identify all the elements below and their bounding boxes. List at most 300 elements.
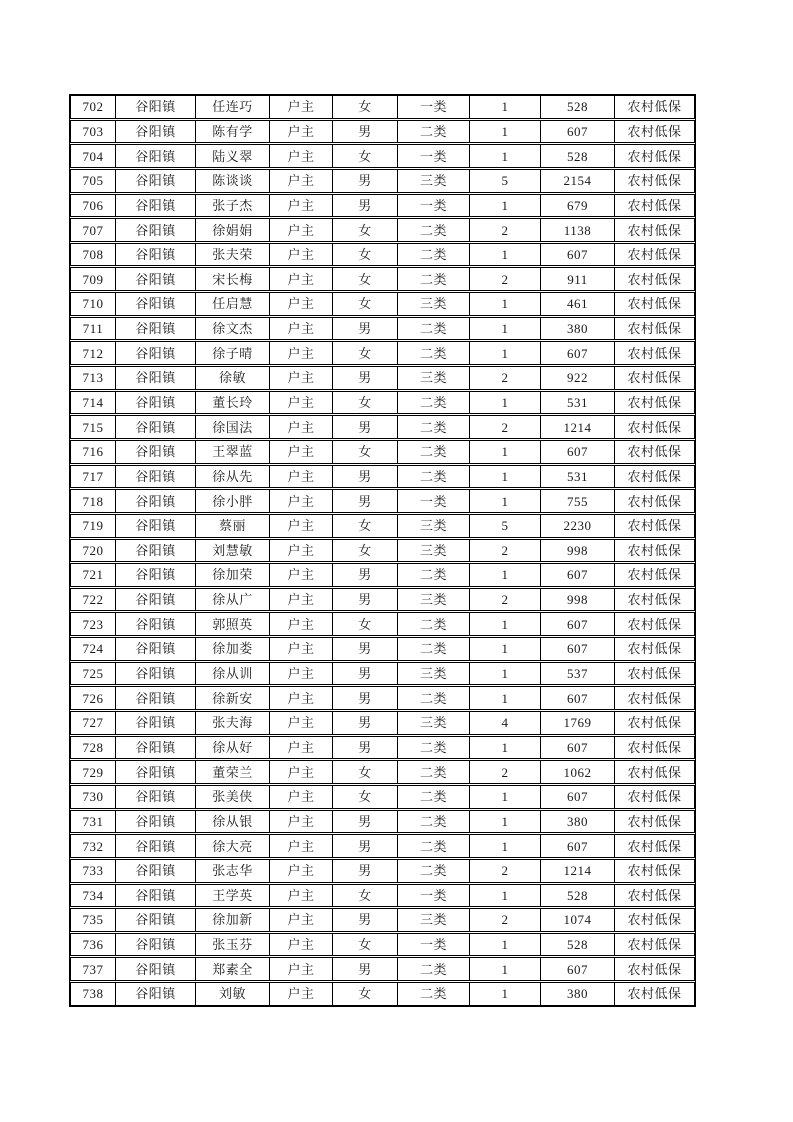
table-row [70, 612, 695, 636]
cell-seq-number: 726 [71, 687, 116, 709]
cell-amount: 528 [541, 885, 615, 907]
table-row [70, 292, 695, 316]
cell-name: 董荣兰 [196, 761, 270, 783]
cell-aid-type: 农村低保 [627, 321, 682, 337]
cell-amount: 528 [541, 934, 615, 956]
cell-name: 张子杰 [196, 195, 270, 217]
cell-seq-number: 720 [71, 540, 116, 562]
cell-name: 任连巧 [196, 96, 270, 118]
cell-person-count: 1 [470, 145, 541, 167]
cell-amount: 1062 [541, 761, 615, 783]
cell-aid-type: 农村低保 [627, 616, 682, 632]
cell-name: 张志华 [196, 860, 270, 882]
cell-category: 二类 [398, 958, 470, 980]
cell-amount: 1138 [541, 219, 615, 241]
cell-town: 谷阳镇 [116, 342, 196, 364]
cell-gender: 男 [333, 170, 398, 192]
cell-seq-number: 736 [71, 934, 116, 956]
cell-seq-number: 711 [71, 318, 116, 340]
cell-gender: 女 [333, 392, 398, 414]
table-row [70, 736, 695, 760]
cell-category: 三类 [398, 909, 470, 931]
cell-person-count: 1 [470, 564, 541, 586]
table-row [70, 637, 695, 661]
cell-aid-type: 农村低保 [627, 789, 682, 805]
cell-category: 二类 [398, 737, 470, 759]
cell-amount: 922 [541, 367, 615, 389]
cell-gender: 男 [333, 663, 398, 685]
cell-town: 谷阳镇 [116, 121, 196, 143]
cell-town: 谷阳镇 [116, 761, 196, 783]
cell-gender: 女 [333, 145, 398, 167]
cell-town: 谷阳镇 [116, 663, 196, 685]
cell-person-count: 2 [470, 909, 541, 931]
cell-aid-type: 农村低保 [627, 370, 682, 386]
cell-gender: 男 [333, 564, 398, 586]
cell-gender: 男 [333, 958, 398, 980]
cell-aid-type: 农村低保 [627, 863, 682, 879]
cell-aid-type: 农村低保 [627, 912, 682, 928]
cell-relation-to-head: 户主 [270, 145, 333, 167]
cell-category: 三类 [398, 663, 470, 685]
cell-gender: 男 [333, 909, 398, 931]
cell-person-count: 5 [470, 170, 541, 192]
cell-gender: 女 [333, 244, 398, 266]
cell-gender: 男 [333, 589, 398, 611]
cell-person-count: 1 [470, 342, 541, 364]
cell-amount: 755 [541, 490, 615, 512]
cell-relation-to-head: 户主 [270, 490, 333, 512]
table-row [70, 785, 695, 809]
cell-relation-to-head: 户主 [270, 441, 333, 463]
cell-name: 徐大亮 [196, 835, 270, 857]
cell-aid-type: 农村低保 [627, 690, 682, 706]
cell-person-count: 2 [470, 416, 541, 438]
cell-amount: 2230 [541, 515, 615, 537]
cell-category: 二类 [398, 860, 470, 882]
cell-town: 谷阳镇 [116, 589, 196, 611]
cell-aid-type: 农村低保 [627, 641, 682, 657]
cell-amount: 1214 [541, 416, 615, 438]
cell-relation-to-head: 户主 [270, 737, 333, 759]
cell-relation-to-head: 户主 [270, 293, 333, 315]
cell-town: 谷阳镇 [116, 835, 196, 857]
cell-relation-to-head: 户主 [270, 860, 333, 882]
table-row [70, 884, 695, 908]
cell-amount: 461 [541, 293, 615, 315]
cell-amount: 380 [541, 811, 615, 833]
cell-amount: 607 [541, 786, 615, 808]
cell-relation-to-head: 户主 [270, 318, 333, 340]
cell-amount: 679 [541, 195, 615, 217]
cell-person-count: 4 [470, 712, 541, 734]
cell-seq-number: 724 [71, 638, 116, 660]
table-row [70, 120, 695, 144]
cell-name: 徐敏 [196, 367, 270, 389]
cell-amount: 528 [541, 96, 615, 118]
cell-relation-to-head: 户主 [270, 170, 333, 192]
cell-gender: 男 [333, 687, 398, 709]
cell-category: 一类 [398, 934, 470, 956]
cell-aid-type: 农村低保 [627, 197, 682, 213]
cell-aid-type: 农村低保 [627, 173, 682, 189]
cell-name: 徐加荣 [196, 564, 270, 586]
cell-gender: 女 [333, 613, 398, 635]
cell-person-count: 1 [470, 811, 541, 833]
cell-town: 谷阳镇 [116, 540, 196, 562]
cell-category: 二类 [398, 687, 470, 709]
cell-seq-number: 714 [71, 392, 116, 414]
cell-name: 徐子晴 [196, 342, 270, 364]
cell-person-count: 1 [470, 835, 541, 857]
cell-seq-number: 715 [71, 416, 116, 438]
cell-seq-number: 710 [71, 293, 116, 315]
cell-person-count: 1 [470, 638, 541, 660]
table-row [70, 933, 695, 957]
table-row [70, 218, 695, 242]
cell-person-count: 1 [470, 441, 541, 463]
cell-name: 徐文杰 [196, 318, 270, 340]
cell-aid-type: 农村低保 [627, 715, 682, 731]
cell-relation-to-head: 户主 [270, 761, 333, 783]
cell-gender: 男 [333, 490, 398, 512]
cell-category: 二类 [398, 342, 470, 364]
cell-relation-to-head: 户主 [270, 195, 333, 217]
cell-seq-number: 738 [71, 983, 116, 1005]
cell-town: 谷阳镇 [116, 219, 196, 241]
cell-town: 谷阳镇 [116, 367, 196, 389]
cell-person-count: 1 [470, 244, 541, 266]
cell-aid-type: 农村低保 [627, 813, 682, 829]
table-row [70, 711, 695, 735]
cell-relation-to-head: 户主 [270, 392, 333, 414]
cell-amount: 607 [541, 638, 615, 660]
table-row [70, 539, 695, 563]
cell-gender: 男 [333, 638, 398, 660]
cell-category: 三类 [398, 515, 470, 537]
cell-amount: 998 [541, 589, 615, 611]
cell-amount: 607 [541, 441, 615, 463]
table-row [70, 908, 695, 932]
cell-town: 谷阳镇 [116, 909, 196, 931]
cell-relation-to-head: 户主 [270, 268, 333, 290]
cell-name: 徐从先 [196, 466, 270, 488]
cell-seq-number: 706 [71, 195, 116, 217]
table-row [70, 317, 695, 341]
cell-amount: 607 [541, 835, 615, 857]
cell-person-count: 1 [470, 195, 541, 217]
cell-relation-to-head: 户主 [270, 367, 333, 389]
cell-person-count: 1 [470, 958, 541, 980]
cell-person-count: 2 [470, 589, 541, 611]
cell-town: 谷阳镇 [116, 958, 196, 980]
cell-name: 徐从银 [196, 811, 270, 833]
cell-person-count: 1 [470, 392, 541, 414]
cell-seq-number: 712 [71, 342, 116, 364]
cell-town: 谷阳镇 [116, 934, 196, 956]
cell-name: 张玉芬 [196, 934, 270, 956]
cell-person-count: 1 [470, 983, 541, 1005]
cell-person-count: 2 [470, 219, 541, 241]
cell-name: 陆义翠 [196, 145, 270, 167]
cell-person-count: 1 [470, 96, 541, 118]
cell-name: 徐从广 [196, 589, 270, 611]
cell-amount: 607 [541, 687, 615, 709]
table-row [70, 859, 695, 883]
cell-aid-type: 农村低保 [627, 961, 682, 977]
cell-seq-number: 719 [71, 515, 116, 537]
cell-seq-number: 709 [71, 268, 116, 290]
cell-gender: 男 [333, 811, 398, 833]
cell-gender: 女 [333, 515, 398, 537]
cell-name: 蔡丽 [196, 515, 270, 537]
cell-town: 谷阳镇 [116, 564, 196, 586]
cell-relation-to-head: 户主 [270, 885, 333, 907]
cell-aid-type: 农村低保 [627, 345, 682, 361]
cell-category: 一类 [398, 490, 470, 512]
cell-seq-number: 735 [71, 909, 116, 931]
table-row [70, 489, 695, 513]
cell-town: 谷阳镇 [116, 293, 196, 315]
cell-name: 徐国法 [196, 416, 270, 438]
cell-amount: 2154 [541, 170, 615, 192]
cell-aid-type: 农村低保 [627, 444, 682, 460]
cell-relation-to-head: 户主 [270, 589, 333, 611]
cell-gender: 女 [333, 293, 398, 315]
cell-name: 陈谈谈 [196, 170, 270, 192]
cell-person-count: 2 [470, 761, 541, 783]
cell-person-count: 2 [470, 540, 541, 562]
cell-category: 三类 [398, 367, 470, 389]
table-row [70, 95, 695, 119]
cell-seq-number: 734 [71, 885, 116, 907]
cell-town: 谷阳镇 [116, 737, 196, 759]
cell-seq-number: 716 [71, 441, 116, 463]
cell-seq-number: 708 [71, 244, 116, 266]
cell-amount: 380 [541, 983, 615, 1005]
cell-category: 二类 [398, 219, 470, 241]
table-row [70, 243, 695, 267]
cell-seq-number: 729 [71, 761, 116, 783]
cell-relation-to-head: 户主 [270, 244, 333, 266]
cell-seq-number: 727 [71, 712, 116, 734]
cell-relation-to-head: 户主 [270, 466, 333, 488]
cell-gender: 男 [333, 466, 398, 488]
cell-town: 谷阳镇 [116, 613, 196, 635]
cell-amount: 607 [541, 737, 615, 759]
cell-name: 郑素全 [196, 958, 270, 980]
table-row [70, 440, 695, 464]
cell-relation-to-head: 户主 [270, 564, 333, 586]
cell-relation-to-head: 户主 [270, 121, 333, 143]
cell-town: 谷阳镇 [116, 885, 196, 907]
cell-gender: 女 [333, 786, 398, 808]
cell-seq-number: 707 [71, 219, 116, 241]
cell-aid-type: 农村低保 [627, 542, 682, 558]
cell-seq-number: 717 [71, 466, 116, 488]
cell-category: 一类 [398, 96, 470, 118]
cell-name: 张夫海 [196, 712, 270, 734]
cell-category: 二类 [398, 416, 470, 438]
cell-relation-to-head: 户主 [270, 786, 333, 808]
cell-aid-type: 农村低保 [627, 296, 682, 312]
cell-aid-type: 农村低保 [627, 518, 682, 534]
table-row [70, 563, 695, 587]
cell-gender: 女 [333, 983, 398, 1005]
cell-category: 一类 [398, 885, 470, 907]
cell-category: 二类 [398, 244, 470, 266]
cell-category: 二类 [398, 466, 470, 488]
cell-category: 三类 [398, 712, 470, 734]
cell-amount: 1769 [541, 712, 615, 734]
cell-person-count: 1 [470, 121, 541, 143]
cell-gender: 男 [333, 737, 398, 759]
cell-category: 二类 [398, 835, 470, 857]
table-row [70, 686, 695, 710]
cell-gender: 男 [333, 712, 398, 734]
cell-seq-number: 703 [71, 121, 116, 143]
cell-aid-type: 农村低保 [627, 937, 682, 953]
cell-seq-number: 733 [71, 860, 116, 882]
cell-name: 王翠蓝 [196, 441, 270, 463]
cell-name: 徐加娄 [196, 638, 270, 660]
cell-aid-type: 农村低保 [627, 739, 682, 755]
cell-name: 徐小胖 [196, 490, 270, 512]
table-row [70, 144, 695, 168]
cell-person-count: 1 [470, 466, 541, 488]
cell-seq-number: 732 [71, 835, 116, 857]
cell-relation-to-head: 户主 [270, 515, 333, 537]
cell-town: 谷阳镇 [116, 416, 196, 438]
cell-person-count: 1 [470, 663, 541, 685]
cell-aid-type: 农村低保 [627, 468, 682, 484]
cell-town: 谷阳镇 [116, 466, 196, 488]
cell-town: 谷阳镇 [116, 441, 196, 463]
table-row [70, 810, 695, 834]
table-row [70, 366, 695, 390]
table-row [70, 341, 695, 365]
cell-relation-to-head: 户主 [270, 219, 333, 241]
cell-relation-to-head: 户主 [270, 687, 333, 709]
cell-aid-type: 农村低保 [627, 271, 682, 287]
cell-gender: 女 [333, 219, 398, 241]
cell-aid-type: 农村低保 [627, 148, 682, 164]
cell-aid-type: 农村低保 [627, 592, 682, 608]
table-row [70, 169, 695, 193]
cell-aid-type: 农村低保 [627, 838, 682, 854]
cell-town: 谷阳镇 [116, 392, 196, 414]
cell-relation-to-head: 户主 [270, 342, 333, 364]
cell-gender: 男 [333, 416, 398, 438]
cell-town: 谷阳镇 [116, 318, 196, 340]
cell-person-count: 2 [470, 268, 541, 290]
cell-amount: 607 [541, 958, 615, 980]
table-row [70, 267, 695, 291]
cell-aid-type: 农村低保 [627, 222, 682, 238]
cell-name: 张美侠 [196, 786, 270, 808]
cell-town: 谷阳镇 [116, 786, 196, 808]
cell-name: 刘敏 [196, 983, 270, 1005]
cell-town: 谷阳镇 [116, 490, 196, 512]
cell-relation-to-head: 户主 [270, 96, 333, 118]
cell-relation-to-head: 户主 [270, 934, 333, 956]
cell-seq-number: 725 [71, 663, 116, 685]
cell-town: 谷阳镇 [116, 712, 196, 734]
cell-aid-type: 农村低保 [627, 666, 682, 682]
cell-gender: 男 [333, 367, 398, 389]
cell-person-count: 1 [470, 737, 541, 759]
cell-gender: 男 [333, 318, 398, 340]
cell-category: 三类 [398, 170, 470, 192]
cell-category: 二类 [398, 811, 470, 833]
cell-category: 三类 [398, 589, 470, 611]
cell-relation-to-head: 户主 [270, 712, 333, 734]
cell-seq-number: 722 [71, 589, 116, 611]
cell-amount: 607 [541, 121, 615, 143]
cell-town: 谷阳镇 [116, 268, 196, 290]
cell-name: 王学英 [196, 885, 270, 907]
cell-aid-type: 农村低保 [627, 419, 682, 435]
table-row [70, 415, 695, 439]
cell-category: 二类 [398, 983, 470, 1005]
table-row [70, 465, 695, 489]
cell-aid-type: 农村低保 [627, 247, 682, 263]
cell-category: 二类 [398, 121, 470, 143]
cell-seq-number: 737 [71, 958, 116, 980]
cell-amount: 607 [541, 244, 615, 266]
cell-seq-number: 730 [71, 786, 116, 808]
cell-name: 徐娟娟 [196, 219, 270, 241]
cell-person-count: 2 [470, 860, 541, 882]
cell-name: 张夫荣 [196, 244, 270, 266]
cell-seq-number: 721 [71, 564, 116, 586]
cell-name: 郭照英 [196, 613, 270, 635]
cell-gender: 女 [333, 342, 398, 364]
cell-relation-to-head: 户主 [270, 638, 333, 660]
table-row [70, 834, 695, 858]
cell-gender: 女 [333, 540, 398, 562]
table-body [70, 95, 695, 1006]
cell-aid-type: 农村低保 [627, 493, 682, 509]
cell-amount: 531 [541, 466, 615, 488]
cell-relation-to-head: 户主 [270, 416, 333, 438]
cell-seq-number: 704 [71, 145, 116, 167]
cell-town: 谷阳镇 [116, 195, 196, 217]
cell-town: 谷阳镇 [116, 170, 196, 192]
cell-relation-to-head: 户主 [270, 663, 333, 685]
cell-amount: 380 [541, 318, 615, 340]
cell-town: 谷阳镇 [116, 515, 196, 537]
cell-aid-type: 农村低保 [627, 764, 682, 780]
cell-category: 二类 [398, 613, 470, 635]
cell-category: 三类 [398, 293, 470, 315]
cell-town: 谷阳镇 [116, 860, 196, 882]
cell-seq-number: 723 [71, 613, 116, 635]
cell-category: 二类 [398, 638, 470, 660]
cell-person-count: 5 [470, 515, 541, 537]
cell-amount: 607 [541, 342, 615, 364]
cell-relation-to-head: 户主 [270, 811, 333, 833]
table-row [70, 194, 695, 218]
cell-name: 任启慧 [196, 293, 270, 315]
cell-gender: 女 [333, 268, 398, 290]
cell-seq-number: 702 [71, 96, 116, 118]
cell-person-count: 1 [470, 687, 541, 709]
cell-gender: 女 [333, 885, 398, 907]
cell-category: 三类 [398, 540, 470, 562]
cell-category: 二类 [398, 441, 470, 463]
cell-name: 董长玲 [196, 392, 270, 414]
